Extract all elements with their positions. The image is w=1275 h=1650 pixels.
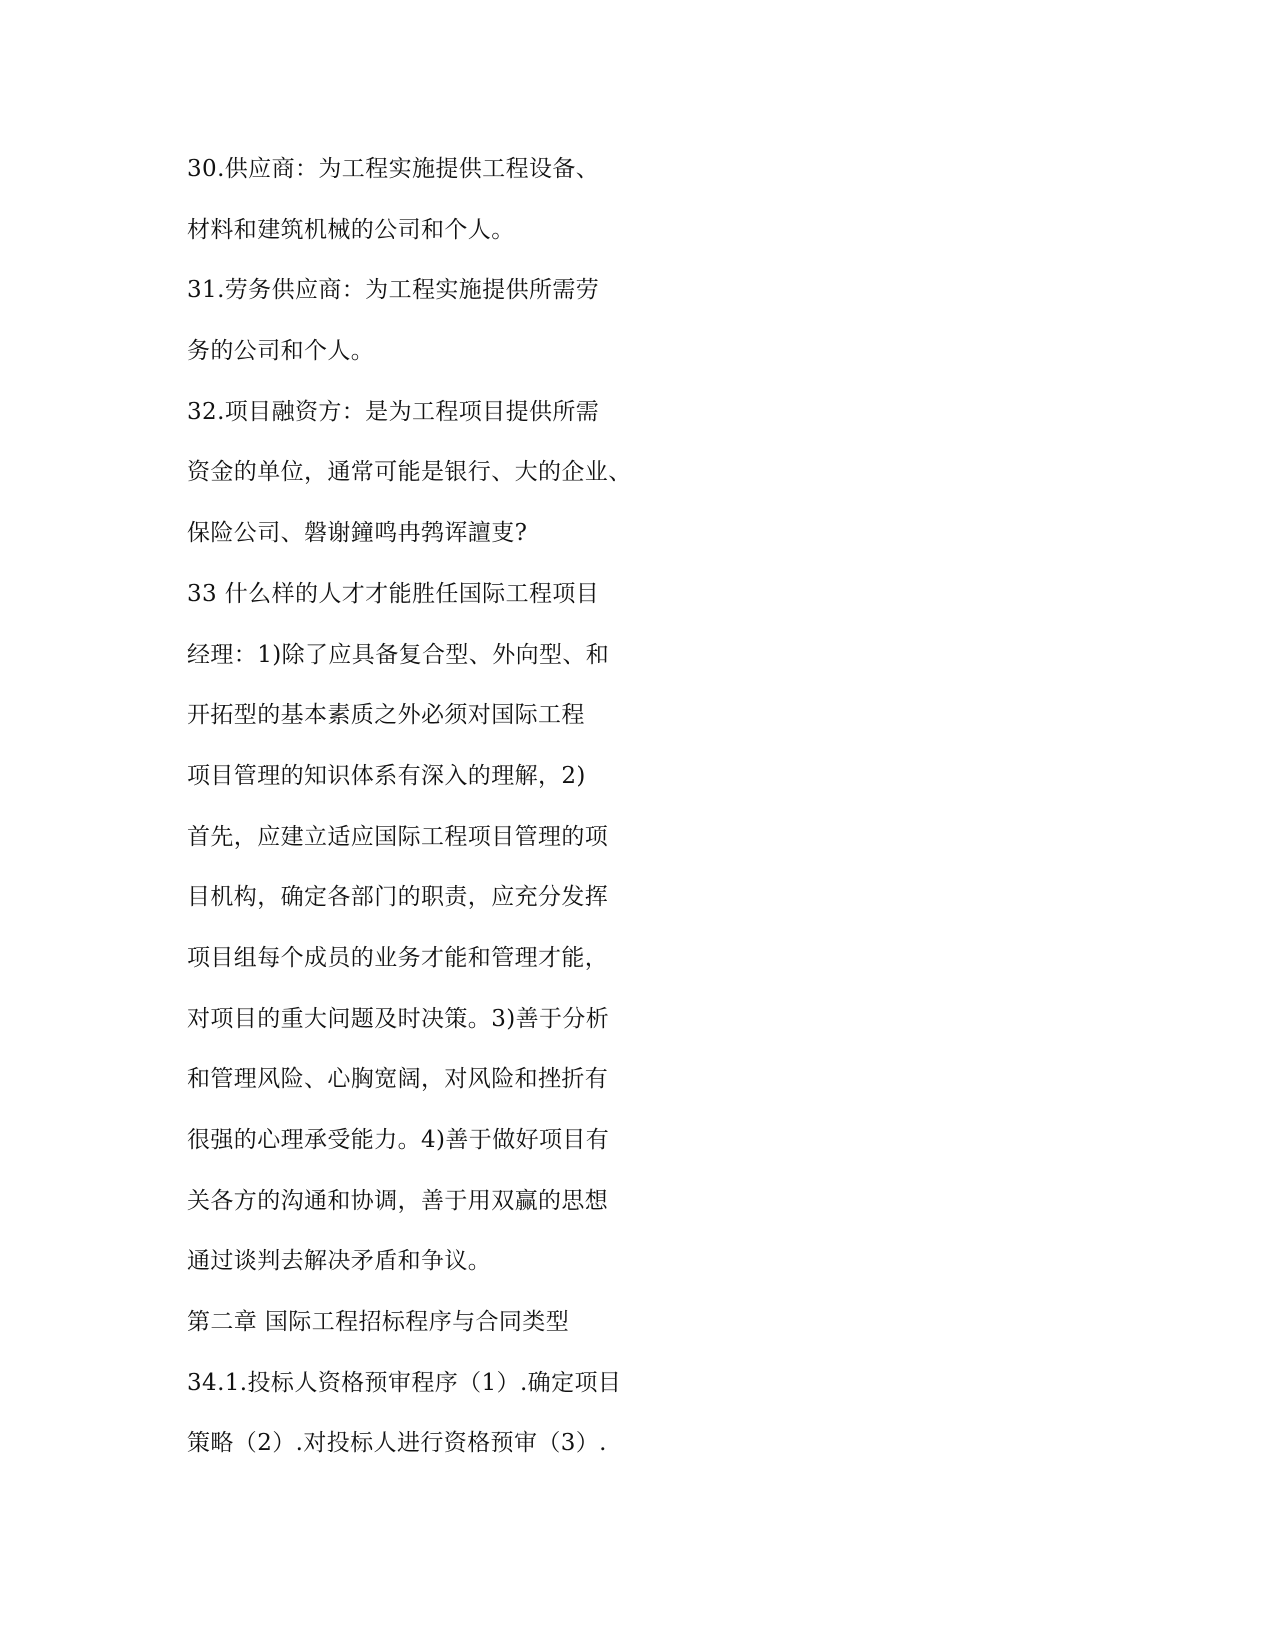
text-line: 和管理风险、心胸宽阔，对风险和挫折有: [187, 1066, 609, 1093]
text-line-30-supplier: 30.供应商：为工程实施提供工程设备、: [187, 156, 600, 182]
text-line: 保险公司、磐谢鐘鸣冉鹁诨譠叓?: [187, 520, 528, 547]
text-line: 关各方的沟通和协调，善于用双赢的思想: [187, 1187, 609, 1214]
text-line: 通过谈判去解决矛盾和争议。: [187, 1248, 492, 1275]
text-line: 目机构，确定各部门的职责，应充分发挥: [187, 884, 609, 911]
text-line-34-prequalification: 34.1.投标人资格预审程序（1）.确定项目: [187, 1369, 622, 1396]
text-line: 材料和建筑机械的公司和个人。: [187, 216, 515, 243]
chapter-heading: 第二章 国际工程招标程序与合同类型: [187, 1309, 570, 1336]
text-line: 经理：1)除了应具备复合型、外向型、和: [187, 641, 610, 668]
text-line: 资金的单位，通常可能是银行、大的企业、: [187, 459, 632, 486]
document-body: [187, 139, 707, 1474]
text-line: 对项目的重大问题及时决策。3)善于分析: [187, 1005, 610, 1032]
text-line: 很强的心理承受能力。4)善于做好项目有: [187, 1127, 610, 1153]
text-line-33-project-manager: 33 什么样的人才才能胜任国际工程项目: [187, 580, 600, 607]
text-line: 首先，应建立适应国际工程项目管理的项: [187, 823, 609, 850]
text-line-32-project-financier: 32.项目融资方：是为工程项目提供所需: [187, 398, 600, 425]
text-line: 务的公司和个人。: [187, 338, 375, 365]
text-line: 项目组每个成员的业务才能和管理才能，: [187, 944, 609, 971]
text-line: 策略（2）.对投标人进行资格预审（3）.: [187, 1430, 607, 1457]
text-line-31-labor-supplier: 31.劳务供应商：为工程实施提供所需劳: [187, 277, 600, 304]
text-line: 项目管理的知识体系有深入的理解，2): [187, 762, 586, 789]
text-line: 开拓型的基本素质之外必须对国际工程: [187, 702, 585, 729]
